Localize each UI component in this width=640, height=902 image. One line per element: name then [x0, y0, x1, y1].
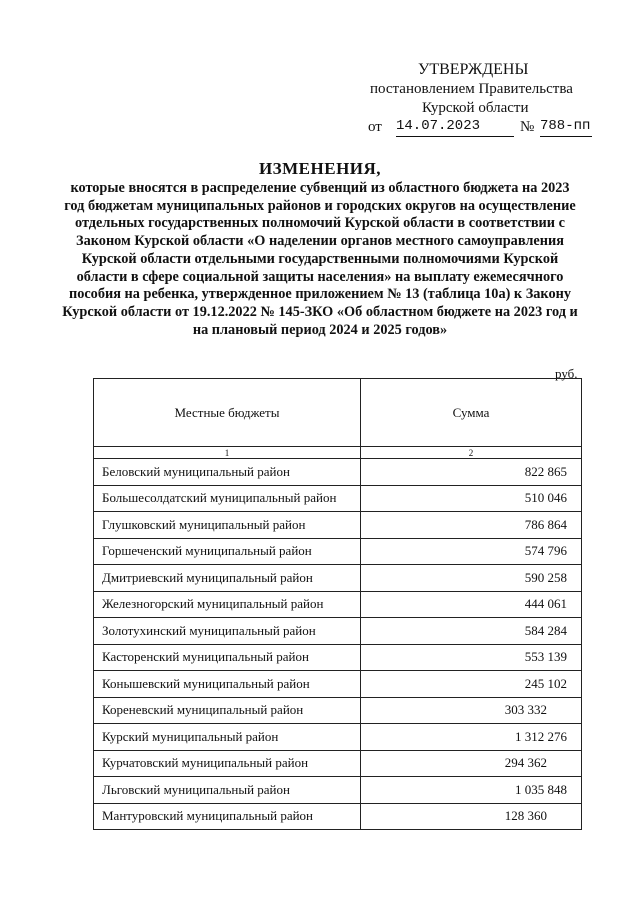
table-row [94, 618, 582, 645]
district-name: Мантуровский муниципальный район [94, 803, 361, 830]
document-title: ИЗМЕНЕНИЯ, [258, 159, 382, 178]
district-name: Курчатовский муниципальный район [94, 750, 361, 777]
distribution-table [93, 378, 582, 830]
district-name: Железногорский муниципальный район [94, 591, 361, 618]
district-sum: 303 332 [361, 697, 582, 724]
district-name: Дмитриевский муниципальный район [94, 565, 361, 592]
district-name: Золотухинский муниципальный район [94, 618, 361, 645]
district-sum: 128 360 [361, 803, 582, 830]
header-sum: Сумма [361, 379, 582, 447]
district-sum: 590 258 [361, 565, 582, 592]
district-name: Горшеченский муниципальный район [94, 538, 361, 565]
district-name: Кореневский муниципальный район [94, 697, 361, 724]
date-label: от [368, 119, 382, 135]
table-row [94, 671, 582, 698]
table-header-row [94, 379, 582, 447]
district-sum: 786 864 [361, 512, 582, 539]
number-label: № [520, 119, 535, 135]
district-sum: 553 139 [361, 644, 582, 671]
document-heading [60, 158, 580, 339]
district-sum: 574 796 [361, 538, 582, 565]
table-row [94, 724, 582, 751]
table-row [94, 644, 582, 671]
table-row [94, 591, 582, 618]
currency-unit: руб. [555, 366, 578, 381]
district-sum: 510 046 [361, 485, 582, 512]
table-row [94, 777, 582, 804]
approval-title: УТВЕРЖДЕНЫ [418, 61, 529, 78]
district-name: Касторенский муниципальный район [94, 644, 361, 671]
district-name: Курский муниципальный район [94, 724, 361, 751]
table-row [94, 538, 582, 565]
table-row [94, 565, 582, 592]
approval-region: Курской области [422, 100, 529, 116]
district-name: Беловский муниципальный район [94, 459, 361, 486]
district-name: Конышевский муниципальный район [94, 671, 361, 698]
district-sum: 1 312 276 [361, 724, 582, 751]
table-row [94, 750, 582, 777]
district-sum: 245 102 [361, 671, 582, 698]
approval-issuer: постановлением Правительства [370, 81, 573, 97]
district-sum: 1 035 848 [361, 777, 582, 804]
table-index-row [94, 447, 582, 459]
table-row [94, 485, 582, 512]
number-value: 788-пп [540, 116, 592, 137]
district-sum: 584 284 [361, 618, 582, 645]
district-sum: 822 865 [361, 459, 582, 486]
document-subtitle: которые вносятся в распределение субвенций из областного бюджета на 2023 год бюджетам муниципальных районов и городских округов на осуществление отдельных государственных полномочий Курской области в соответствии с Законом Курской области «О наделении органов местного самоуправления Курской области отдельными государственными полномочиями Курской области в сфере социальной защиты населения» на выплату ежемесячного пособия на ребенка, утвержденное приложением № 13 (таблица 10а) к Закону Курской области от 19.12.2022 № 145-ЗКО «Об областном бюджете на 2023 год и на плановый период 2024 и 2025 годов» [62, 180, 578, 338]
date-value: 14.07.2023 [396, 116, 514, 137]
district-sum: 444 061 [361, 591, 582, 618]
table-row [94, 512, 582, 539]
district-name: Глушковский муниципальный район [94, 512, 361, 539]
district-name: Большесолдатский муниципальный район [94, 485, 361, 512]
table-row [94, 803, 582, 830]
district-sum: 294 362 [361, 750, 582, 777]
table-row [94, 459, 582, 486]
index-col-1: 1 [94, 447, 361, 459]
table-row [94, 697, 582, 724]
index-col-2: 2 [361, 447, 582, 459]
district-name: Льговский муниципальный район [94, 777, 361, 804]
header-budgets: Местные бюджеты [94, 379, 361, 447]
